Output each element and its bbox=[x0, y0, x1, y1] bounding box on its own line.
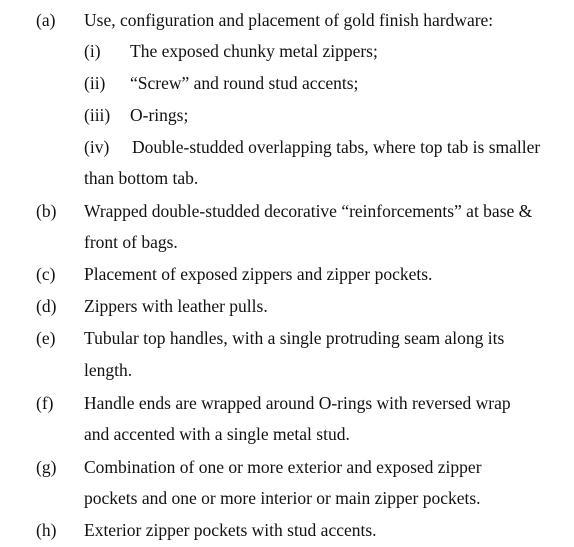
sub-item-text: “Screw” and round stud accents; bbox=[130, 73, 359, 93]
item-text-continued: pockets and one or more interior or main zipper pockets. bbox=[84, 488, 481, 508]
sub-item-label: (i) bbox=[84, 41, 101, 61]
item-label: (b) bbox=[36, 201, 57, 221]
item-text: Exterior zipper pockets with stud accents. bbox=[84, 520, 377, 540]
sub-item-text: The exposed chunky metal zippers; bbox=[130, 41, 378, 61]
item-label: (e) bbox=[36, 328, 56, 348]
item-label: (f) bbox=[36, 393, 54, 413]
item-text: Placement of exposed zippers and zipper pockets. bbox=[84, 264, 433, 284]
item-text-continued: length. bbox=[84, 360, 133, 380]
item-text-continued: and accented with a single metal stud. bbox=[84, 424, 350, 444]
item-label: (g) bbox=[36, 457, 57, 477]
sub-item-text: Double-studded overlapping tabs, where top tab is smaller bbox=[132, 137, 541, 157]
sub-item-text-continued: than bottom tab. bbox=[84, 168, 199, 188]
sub-item-label: (ii) bbox=[84, 73, 106, 93]
item-label: (h) bbox=[36, 520, 57, 540]
sub-item-text: O-rings; bbox=[130, 105, 189, 125]
item-text: Zippers with leather pulls. bbox=[84, 296, 268, 316]
item-label: (d) bbox=[36, 296, 57, 316]
sub-item-label: (iii) bbox=[84, 105, 111, 125]
item-text: Use, configuration and placement of gold finish hardware: bbox=[84, 10, 494, 30]
item-text: Wrapped double-studded decorative “reinforcements” at base & bbox=[84, 201, 533, 221]
sub-item-label: (iv) bbox=[84, 137, 110, 157]
item-text-continued: front of bags. bbox=[84, 232, 178, 252]
item-label: (a) bbox=[36, 10, 56, 30]
item-label: (c) bbox=[36, 264, 56, 284]
item-text: Handle ends are wrapped around O-rings with reversed wrap bbox=[84, 393, 511, 413]
item-text: Tubular top handles, with a single protruding seam along its bbox=[84, 328, 505, 348]
item-text: Combination of one or more exterior and exposed zipper bbox=[84, 457, 482, 477]
